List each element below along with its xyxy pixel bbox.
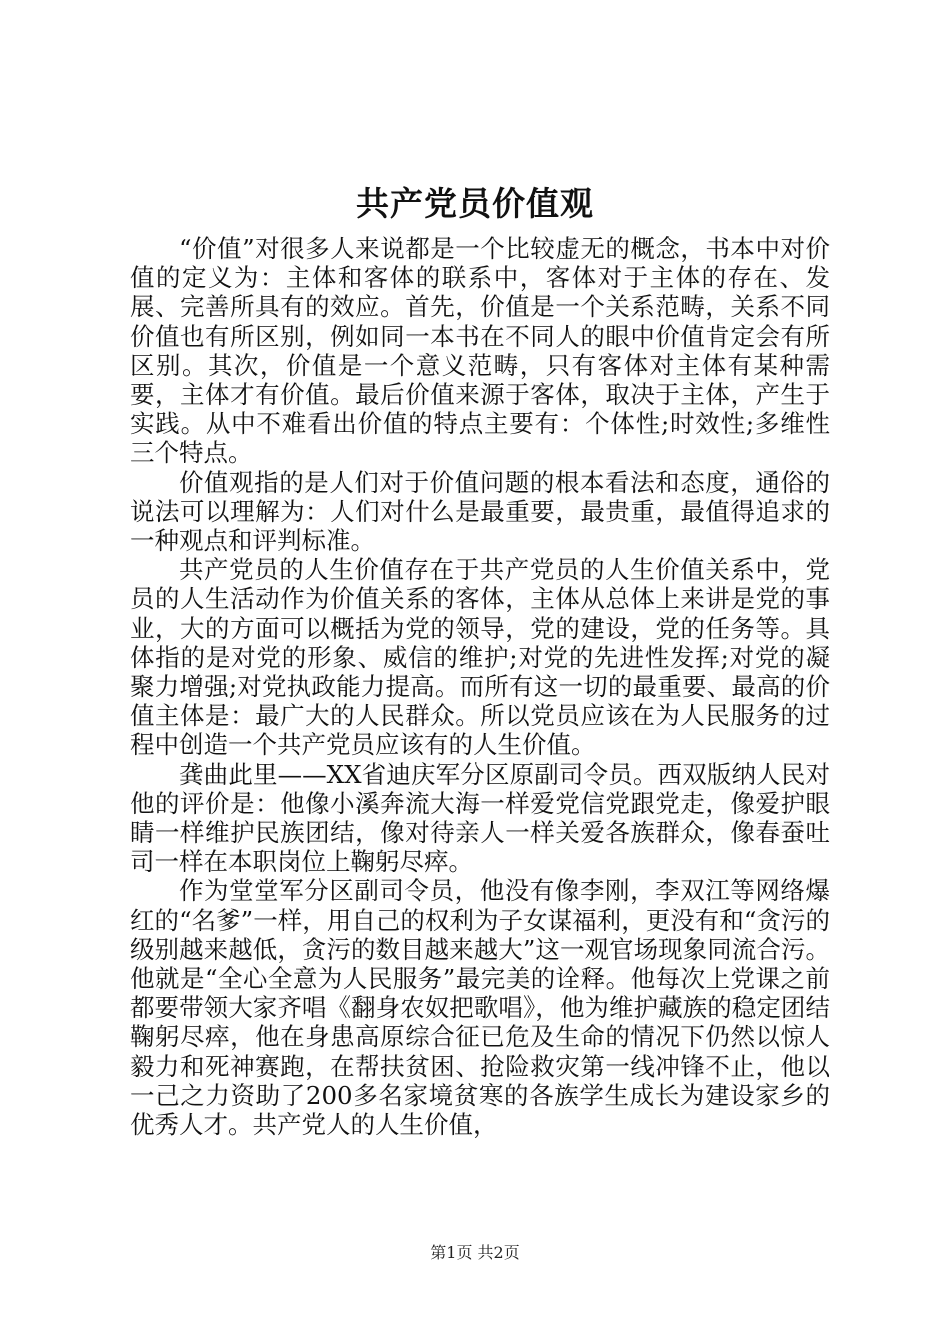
paragraph-2: 价值观指的是人们对于价值问题的根本看法和态度，通俗的说法可以理解为：人们对什么是最重要，最贵重，最值得追求的一种观点和评判标准。: [130, 467, 830, 556]
document-body: [130, 234, 830, 1139]
paragraph-4: 龚曲此里——XX省迪庆军分区原副司令员。西双版纳人民对他的评价是：他像小溪奔流大海一样爱党信党跟党走，像爱护眼睛一样维护民族团结，像对待亲人一样关爱各族群众，像春蚕吐司一样在本职岗位上鞠躬尽瘁。: [130, 759, 830, 877]
document-title: 共产党员价值观: [356, 184, 594, 223]
paragraph-5: 作为堂堂军分区副司令员，他没有像李刚，李双江等网络爆红的“名爹”一样，用自己的权利为子女谋福利，更没有和“贪污的级别越来越低，贪污的数目越来越大”这一观官场现象同流合污。他就是“全心全意为人民服务”最完美的诠释。他每次上党课之前都要带领大家齐唱《翻身农奴把歌唱》，他为维护藏族的稳定团结鞠躬尽瘁，他在身患高原综合征已危及生命的情况下仍然以惊人毅力和死神赛跑，在帮扶贫困、抢险救灾第一线冲锋不止，他以一己之力资助了200多名家境贫寒的各族学生成长为建设家乡的优秀人才。共产党人的人生价值，: [130, 876, 830, 1140]
paragraph-1: “价值”对很多人来说都是一个比较虚无的概念，书本中对价值的定义为：主体和客体的联系中，客体对于主体的存在、发展、完善所具有的效应。首先，价值是一个关系范畴，关系不同价值也有所区别，例如同一本书在不同人的眼中价值肯定会有所区别。其次，价值是一个意义范畴，只有客体对主体有某种需要，主体才有价值。最后价值来源于客体，取决于主体，产生于实践。从中不难看出价值的特点主要有：个体性;时效性;多维性三个特点。: [130, 234, 830, 468]
paragraph-3: 共产党员的人生价值存在于共产党员的人生价值关系中，党员的人生活动作为价值关系的客体，主体从总体上来讲是党的事业，大的方面可以概括为党的领导，党的建设，党的任务等。具体指的是对党的形象、威信的维护;对党的先进性发挥;对党的凝聚力增强;对党执政能力提高。而所有这一切的最重要、最高的价值主体是：最广大的人民群众。所以党员应该在为人民服务的过程中创造一个共产党员应该有的人生价值。: [130, 555, 830, 760]
page-number-footer: 第1页 共2页: [430, 1243, 520, 1262]
